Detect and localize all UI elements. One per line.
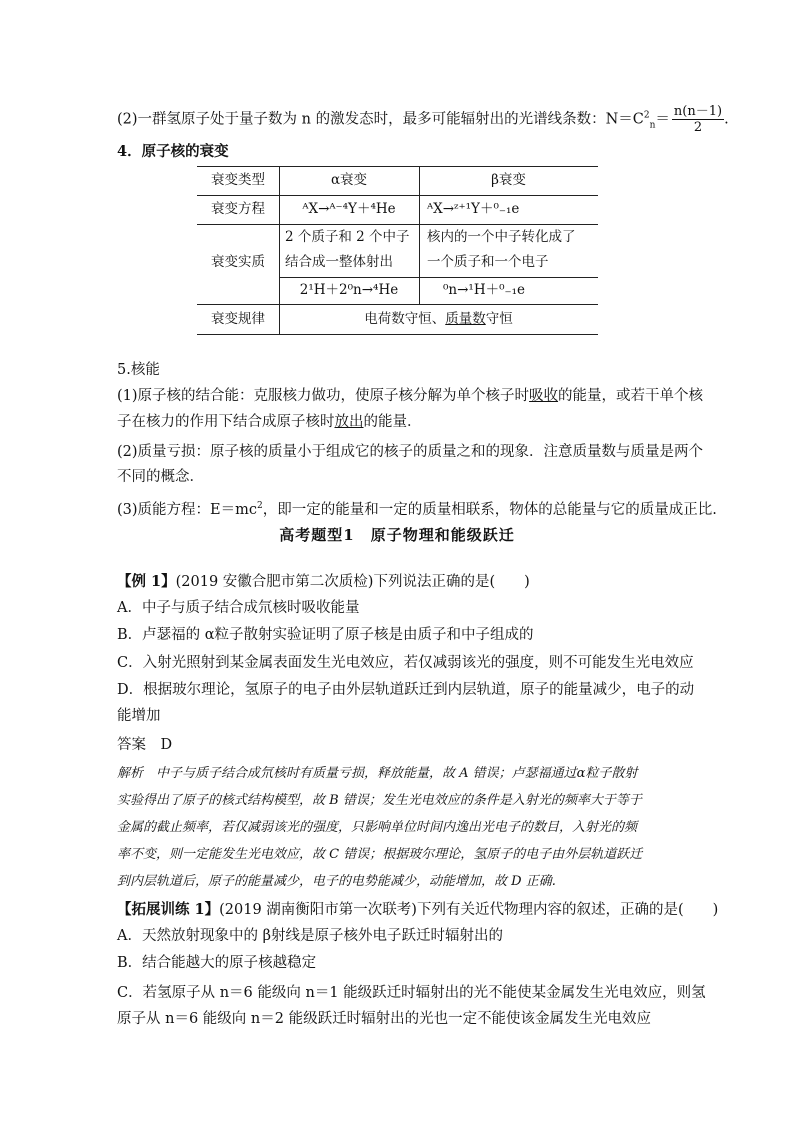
table-rule xyxy=(197,224,598,225)
training1-option-b: B．结合能越大的原子核越稳定 xyxy=(117,955,317,971)
mass-energy-line xyxy=(117,496,717,520)
mass-energy-text: ，即一定的能量和一定的质量相联系，物体的总能量与它的质量成正比. xyxy=(262,501,717,518)
row-label-rule: 衰变规律 xyxy=(211,311,265,327)
training1-option-a: A．天然放射现象中的 β射线是原子核外电子跃迁时辐射出的 xyxy=(117,928,503,944)
analysis-line: 金属的截止频率，若仅减弱该光的强度，只影响单位时间内逸出光电子的数目，入射光的频 xyxy=(117,820,638,835)
beta-equation: ᴬX→ᶻ⁺¹Y＋⁰₋₁e xyxy=(427,201,520,217)
section-heading: 高考题型1 原子物理和能级跃迁 xyxy=(279,526,515,544)
rule-pre: 电荷数守恒、 xyxy=(364,311,446,327)
training1-stem xyxy=(117,900,718,920)
formula-fraction xyxy=(672,104,724,135)
binding-energy-line1 xyxy=(117,386,703,406)
training1-tag: 【拓展训练 1】 xyxy=(117,901,220,918)
training1-option-c-line2: 原子从 n＝6 能级向 n＝2 能级跃迁时辐射出的光也一定不能使该金属发生光电效应 xyxy=(117,1011,652,1027)
rule-underlined: 质量数 xyxy=(445,311,486,327)
analysis-line: 解析 中子与质子结合成氘核时有质量亏损，释放能量，故 A 错误；卢瑟福通过α粒子散射 xyxy=(117,766,638,781)
alpha-essence-line1: 2 个质子和 2 个中子 xyxy=(285,229,410,245)
analysis-line: 到内层轨道后，原子的能量减少，电子的电势能减少，动能增加，故 D 正确. xyxy=(117,874,556,889)
row-label-equation: 衰变方程 xyxy=(211,201,265,217)
beta-essence-line1: 核内的一个中子转化成了 xyxy=(427,229,576,245)
table-rule xyxy=(279,277,598,278)
beta-essence-equation: ⁰n→¹H＋⁰₋₁e xyxy=(443,282,526,298)
alpha-essence-equation: 2¹H＋2⁰n→⁴He xyxy=(299,282,399,298)
table-rule xyxy=(197,166,598,167)
binding-energy-line2 xyxy=(117,412,422,432)
header-decay-type: 衰变类型 xyxy=(211,172,265,188)
row-label-essence: 衰变实质 xyxy=(211,254,265,270)
example1-option-d-line2: 能增加 xyxy=(117,708,161,724)
training1-option-c-line1: C．若氢原子从 n＝6 能级向 n＝1 能级跃迁时辐射出的光不能使某金属发生光电效应，则氢 xyxy=(117,985,706,1001)
example1-option-a: A．中子与质子结合成氘核时吸收能量 xyxy=(117,600,360,616)
underlined-absorb: 吸收 xyxy=(529,388,559,404)
formula-sub: n xyxy=(649,120,656,131)
header-beta: β衰变 xyxy=(491,172,526,188)
example1-stem xyxy=(117,572,530,592)
binding-energy-text: 子在核力的作用下结合成原子核时 xyxy=(117,414,335,430)
table-rule xyxy=(197,195,598,196)
mass-energy-text: (3)质能方程：E＝mc xyxy=(117,501,257,518)
section4-title: 4．原子核的衰变 xyxy=(117,143,229,160)
decay-rule-text xyxy=(279,308,598,330)
example1-option-c: C．入射光照射到某金属表面发生光电效应，若仅减弱该光的强度，则不可能发生光电效应 xyxy=(117,655,694,671)
alpha-essence-line2: 结合成一整体射出 xyxy=(285,254,393,270)
table-rule xyxy=(197,304,598,305)
beta-essence-line2: 一个质子和一个电子 xyxy=(427,254,549,270)
section5-title: 5.核能 xyxy=(117,362,160,378)
formula-end: . xyxy=(724,111,729,128)
example1-option-b: B．卢瑟福的 α粒子散射实验证明了原子核是由质子和中子组成的 xyxy=(117,627,534,643)
example1-answer: 答案 D xyxy=(117,737,173,753)
binding-energy-text: 的能量，或若干单个核 xyxy=(558,388,704,404)
mass-defect-line1: (2)质量亏损：原子核的质量小于组成它的核子的质量之和的现象．注意质量数与质量是两个 xyxy=(117,444,704,460)
binding-energy-text: 的能量． xyxy=(363,414,422,430)
fraction-numerator: n(n－1) xyxy=(673,104,723,119)
underlined-release: 放出 xyxy=(334,414,364,430)
table-rule xyxy=(197,334,598,335)
header-alpha: α衰变 xyxy=(330,172,368,188)
photon-count-formula xyxy=(117,104,729,135)
alpha-equation: ᴬX→ᴬ⁻⁴Y＋⁴He xyxy=(302,201,396,217)
mass-defect-line2: 不同的概念． xyxy=(117,469,204,485)
binding-energy-text: (1)原子核的结合能：克服核力做功，使原子核分解为单个核子时 xyxy=(117,388,530,404)
example1-option-d-line1: D．根据玻尔理论，氢原子的电子由外层轨道跃迁到内层轨道，原子的能量减少，电子的动 xyxy=(117,682,695,698)
decay-table xyxy=(197,166,598,335)
formula-eq: ＝ xyxy=(655,111,670,128)
fraction-denominator: 2 xyxy=(693,120,703,135)
mass-energy-sup: 2 xyxy=(257,501,263,511)
analysis-line: 实验得出了原子的核式结构模型，故 B 错误；发生光电效应的条件是入射光的频率大于等于 xyxy=(117,793,642,808)
analysis-line: 率不变，则一定能发生光电效应，故 C 错误；根据玻尔理论，氢原子的电子由外层轨道跃迁 xyxy=(117,847,643,862)
formula-sup: 2 xyxy=(643,110,650,121)
example1-stem-text: (2019 安徽合肥市第二次质检)下列说法正确的是( ) xyxy=(175,574,530,590)
rule-post: 守恒 xyxy=(485,311,513,327)
training1-stem-text: (2019 湖南衡阳市第一次联考)下列有关近代物理内容的叙述，正确的是( ) xyxy=(219,902,719,918)
example1-tag: 【例 1】 xyxy=(117,573,176,590)
formula-text: (2)一群氢原子处于量子数为 n 的激发态时，最多可能辐射出的光谱线条数：N＝C xyxy=(117,111,644,128)
